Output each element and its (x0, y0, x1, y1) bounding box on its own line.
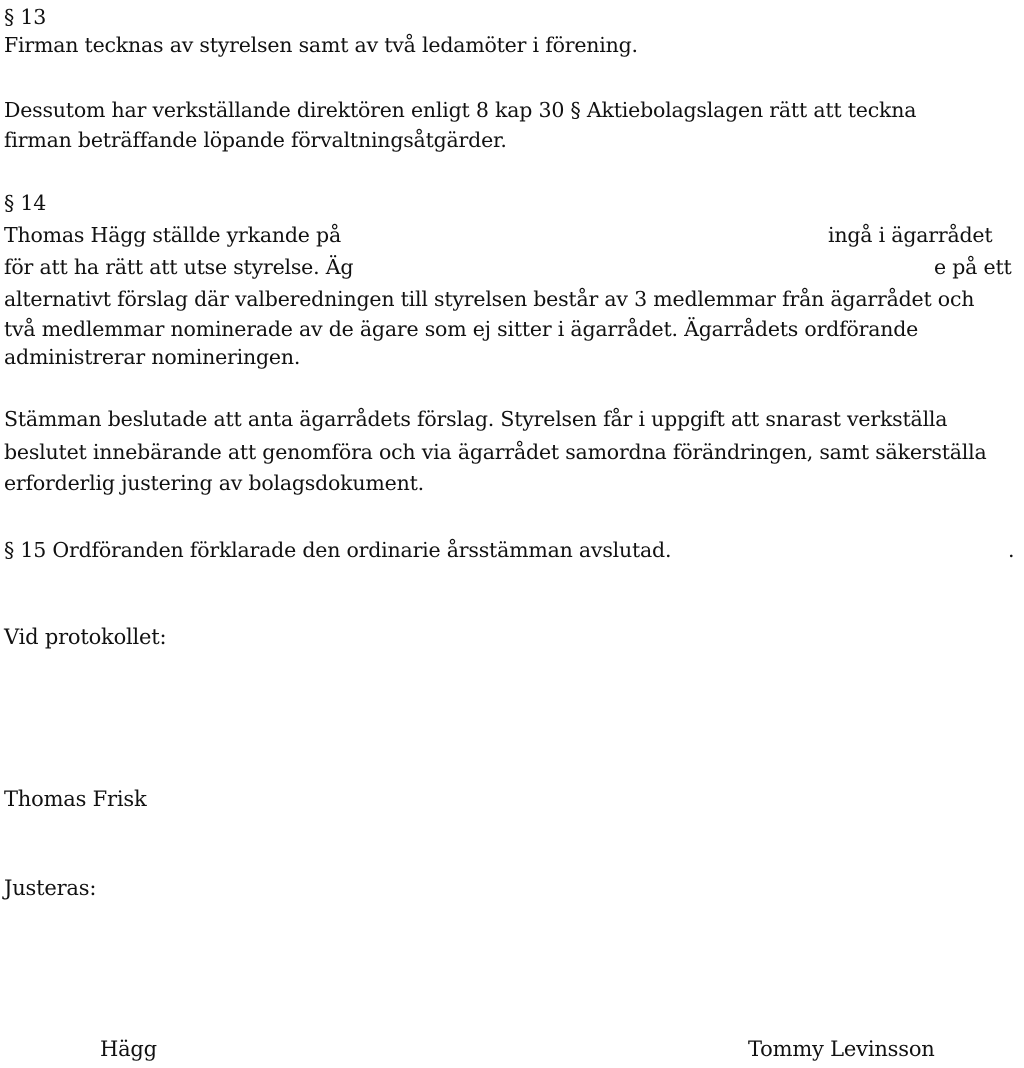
section-14-decision-line: erforderlig justering av bolagsdokument. (4, 471, 424, 495)
section-13-heading: § 13 (4, 5, 47, 29)
section-14-decision-line: Stämman beslutade att anta ägarrådets förslag. Styrelsen får i uppgift att snarast verkställa (4, 407, 948, 431)
secretary-name: Thomas Frisk (4, 787, 147, 811)
trailing-dot-mark: . (1008, 538, 1015, 562)
section-14-line-left: Thomas Hägg ställde yrkande på (4, 223, 341, 247)
section-14-paragraph-line: alternativt förslag där valberedningen till styrelsen består av 3 medlemmar från ägarrådet och (4, 287, 975, 311)
section-13-signing-text: Firman tecknas av styrelsen samt av två ledamöter i förening. (4, 33, 638, 57)
section-15-text: § 15 Ordföranden förklarade den ordinarie årsstämman avslutad. (4, 538, 672, 562)
section-14-line-right: ingå i ägarrådet (828, 223, 993, 247)
section-14-line-right: e på ett (934, 255, 1012, 279)
section-14-heading: § 14 (4, 191, 47, 215)
section-14-decision-line: beslutet innebärande att genomföra och via ägarrådet samordna förändringen, samt säkerställa (4, 440, 987, 464)
section-14-line-left: för att ha rätt att utse styrelse. Äg (4, 255, 354, 279)
section-13-paragraph-line: firman beträffande löpande förvaltningsåtgärder. (4, 128, 507, 152)
section-14-paragraph-line: två medlemmar nominerade av de ägare som ej sitter i ägarrådet. Ägarrådets ordförande (4, 317, 919, 341)
adjusters-label: Justeras: (4, 876, 97, 900)
adjuster-right-name: Tommy Levinsson (748, 1037, 935, 1061)
adjuster-left-name: Hägg (100, 1037, 157, 1061)
protocol-label: Vid protokollet: (4, 625, 167, 649)
section-14-paragraph-line: administrerar nomineringen. (4, 345, 301, 369)
section-13-paragraph-line: Dessutom har verkställande direktören enligt 8 kap 30 § Aktiebolagslagen rätt att teckna (4, 98, 917, 122)
